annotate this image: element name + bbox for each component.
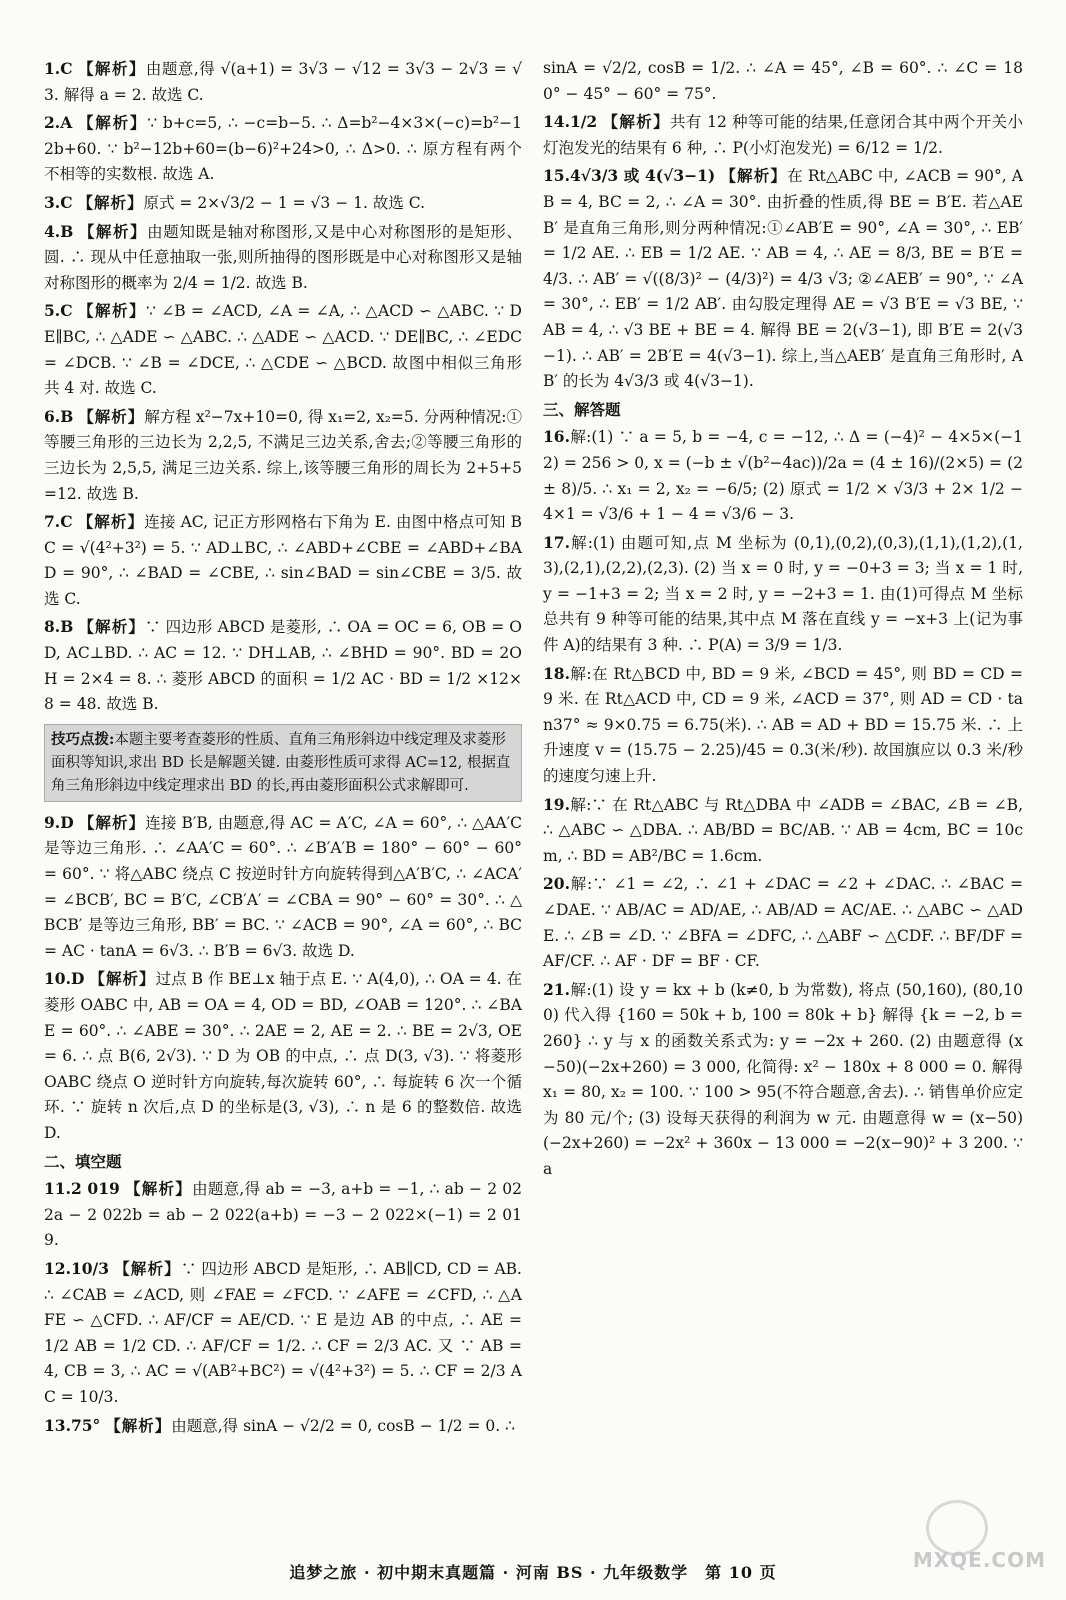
right-column (543, 56, 1023, 1185)
answer-item-1 (44, 56, 522, 108)
answer-item-6 (44, 404, 522, 507)
answer-item-14 (543, 109, 1023, 161)
analysis-tag: 【解析】 (114, 1258, 181, 1278)
analysis-tag: 【解析】 (77, 192, 144, 212)
item-answer: 10/3 (70, 1258, 109, 1278)
item-text: 解:∵ 在 Rt△ABC 与 Rt△DBA 中 ∠ADB = ∠BAC, ∠B = ∠B, ∴ △ABC ∽ △DBA. ∴ AB/BD = BC/AB. ∵ AB = 4cm, BC = 10cm, ∴ BD = AB²/BC = 1.6cm. (543, 795, 1023, 865)
analysis-tag: 【解析】 (77, 301, 146, 321)
answer-item-11 (44, 1176, 522, 1254)
answer-item-2 (44, 110, 522, 188)
answer-item-3 (44, 190, 522, 217)
item-number: 16. (543, 427, 570, 447)
item-answer: A (60, 113, 73, 133)
analysis-tag: 【解析】 (77, 512, 145, 532)
analysis-tag: 【解析】 (78, 221, 148, 241)
item-number: 19. (543, 794, 570, 814)
item-text: 连接 B′B, 由题意,得 AC = A′C, ∠A = 60°, ∴ △AA′C 是等边三角形. ∴ ∠AA′C = 60°. ∴ ∠B′A′B = 180° − 60° − 60° = 60°. ∵ 将△ABC 绕点 C 按逆时针方向旋转得到△A′B′C, ∴ ∠ACA′ = ∠BCB′, BC = B′C, ∠CB′A′ = ∠CBA = 90° − 60° = 30°. ∴ △BCB′ 是等边三角形, BB′ = BC. ∵ ∠ACB = 90°, ∠A = 60°, ∴ BC = AC · tanA = 6√3. ∴ B′B = 6√3. 故选 D. (44, 813, 522, 960)
item-number: 18. (543, 663, 570, 683)
item-number: 15. (543, 166, 570, 186)
analysis-tag: 【解析】 (602, 112, 671, 132)
item-number: 7. (44, 512, 61, 532)
watermark-logo: MXQE.COM (912, 1548, 1046, 1572)
item-answer: 1/2 (569, 112, 598, 132)
item-answer: D (60, 812, 74, 832)
tip-text: 本题主要考查菱形的性质、直角三角形斜边中线定理及求菱形面积等知识,求出 BD 长是解题关键. 由菱形性质可求得 AC=12, 根据直角三角形斜边中线定理求出 BD 的长,再由菱形面积公式求解即可. (51, 731, 511, 794)
analysis-tag: 【解析】 (124, 1179, 193, 1199)
item-answer: C (60, 301, 73, 321)
item-text: 原式 = 2×√3/2 − 1 = √3 − 1. 故选 C. (143, 193, 425, 212)
answer-item-8 (44, 614, 522, 717)
left-column (44, 56, 522, 1441)
answer-item-13 (44, 1413, 522, 1440)
item-number: 2. (44, 113, 61, 133)
item-answer: D (70, 969, 85, 989)
analysis-tag: 【解析】 (78, 406, 145, 426)
answer-item-20 (543, 871, 1023, 974)
item-number: 14. (543, 112, 570, 132)
item-number: 13. (44, 1415, 71, 1435)
item-text: 解:∵ ∠1 = ∠2, ∴ ∠1 + ∠DAC = ∠2 + ∠DAC. ∴ ∠BAC = ∠DAE. ∵ AB/AC = AD/AE, ∴ AB/AD = AC/AE. ∴ △ABC ∽ △ADE. ∴ ∠B = ∠D. ∵ ∠BFA = ∠DFC, ∴ △ABF ∽ △CDF. ∴ BF/DF = AF/CF. ∴ AF · DF = BF · CF. (543, 875, 1023, 971)
item-text: ∵ 四边形 ABCD 是菱形, ∴ OA = OC = 6, OB = OD, AC⊥BD. ∴ AC = 12. ∵ DH⊥AB, ∴ ∠BHD = 90°. BD = 2OH = 2×4 = 8. ∴ 菱形 ABCD 的面积 = 1/2 AC · BD = 1/2 ×12×8 = 48. 故选 B. (44, 618, 523, 714)
analysis-tag: 【解析】 (77, 59, 146, 78)
analysis-tag: 【解析】 (77, 113, 148, 133)
item-answer: B (60, 406, 74, 426)
item-text: 由题意,得 √(a+1) = 3√3 − √12 = 3√3 − 2√3 = √3. 解得 a = 2. 故选 C. (44, 60, 522, 104)
item-text: 在 Rt△ABC 中, ∠ACB = 90°, AB = 4, BC = 2, ∴ ∠A = 30°. 由折叠的性质,得 BE = B′E. 若△AEB′ 是直角三角形,则分两种情况:①∠AB′E = 90°, ∠A = 30°, ∴ EB′ = 1/2 AE. ∴ EB = 1/2 AE. ∵ AB = 4, ∴ AE = 8/3, BE = B′E = 4/3. ∴ AB′ = √((8/3)² − (4/3)²) = 4/3 √3; ②∠AEB′ = 90°, ∵ ∠A = 30°, ∴ EB′ = 1/2 AB′. 由勾股定理得 AE = √3 B′E = √3 BE, ∵ AB = 4, ∴ √3 BE + BE = 4. 解得 BE = 2(√3−1), 即 B′E = 2(√3−1). ∴ AB′ = 2B′E = 4(√3−1). 综上,当△AEB′ 是直角三角形时, AB′ 的长为 4√3/3 或 4(√3−1). (543, 167, 1023, 391)
item-text: 过点 B 作 BE⊥x 轴于点 E. ∵ A(4,0), ∴ OA = 4. 在菱形 OABC 中, AB = OA = 4, OD = BD, ∠OAB = 120°. ∴ ∠BAE = 60°. ∴ ∠ABE = 30°. ∴ 2AE = 2, AE = 2. ∴ BE = 2√3, OE = 6. ∴ 点 B(6, 2√3). ∵ D 为 OB 的中点, ∴ 点 D(3, √3). ∵ 将菱形 OABC 绕点 O 逆时针方向旋转,每次旋转 60°, ∴ 每旋转 6 次一个循环. ∵ 旋转 n 次后,点 D 的坐标是(3, √3), ∴ n 是 6 的整数倍. 故选 D. (44, 970, 522, 1142)
answer-item-16 (543, 424, 1023, 527)
item-number: 3. (44, 192, 61, 212)
item-number: 17. (543, 532, 570, 552)
item-number: 5. (44, 301, 61, 321)
answer-item-5 (44, 298, 522, 401)
item-number: 20. (543, 874, 570, 894)
analysis-tag: 【解析】 (89, 969, 156, 989)
tip-label: 技巧点拨: (51, 730, 115, 748)
item-number: 12. (44, 1258, 71, 1278)
item-number: 6. (44, 406, 61, 426)
item-number: 1. (44, 59, 61, 78)
item-text: ∵ b+c=5, ∴ −c=b−5. ∴ Δ=b²−4×3×(−c)=b²−12b+60. ∵ b²−12b+60=(b−6)²+24>0, ∴ Δ>0. ∴ 原方程有两个不相等的实数根. 故选 A. (44, 114, 522, 184)
answer-item-4 (44, 219, 522, 297)
page-footer: 追梦之旅 · 初中期末真题篇 · 河南 BS · 九年级数学 第 10 页 (289, 1563, 777, 1582)
item-text: 连接 AC, 记正方形网格右下角为 E. 由图中格点可知 BC = √(4²+3²) = 5. ∵ AD⊥BC, ∴ ∠ABD+∠CBE = ∠ABD+∠BAD = 90°, ∴ ∠BAD = ∠CBE, ∴ sin∠BAD = sin∠CBE = 3/5. 故选 C. (44, 513, 522, 608)
item-text: ∵ ∠B = ∠ACD, ∠A = ∠A, ∴ △ACD ∽ △ABC. ∵ DE∥BC, ∴ △ADE ∽ △ABC. ∴ △ADE ∽ △ACD. ∵ DE∥BC, ∴ ∠EDC = ∠DCB. ∵ ∠B = ∠DCE, ∴ △CDE ∽ △BCD. 故图中相似三角形共 4 对. 故选 C. (44, 302, 522, 398)
tip-box (44, 724, 522, 802)
answer-item-10 (44, 966, 522, 1146)
item-text: 共有 12 种等可能的结果,任意闭合其中两个开关小灯泡发光的结果有 6 种, ∴ P(小灯泡发光) = 6/12 = 1/2. (543, 113, 1023, 157)
analysis-tag: 【解析】 (105, 1415, 172, 1435)
item-answer: 4√3/3 或 4(√3−1) (569, 166, 716, 186)
item-answer: B (60, 617, 74, 637)
item-answer: C (60, 59, 73, 78)
item-text: 解:在 Rt△BCD 中, BD = 9 米, ∠BCD = 45°, 则 BD = CD = 9 米. 在 Rt△ACD 中, CD = 9 米, ∠ACD = 37°, 则 AD = CD · tan37° ≈ 9×0.75 = 6.75(米). ∴ AB = AD + BD = 15.75 米. ∴ 上升速度 v = (15.75 − 2.25)/45 = 0.3(米/秒). 故国旗应以 0.3 米/秒的速度匀速上升. (543, 664, 1023, 786)
answer-item-19 (543, 792, 1023, 870)
item-text: 解:(1) 由题可知,点 M 坐标为 (0,1),(0,2),(0,3),(1,1),(1,2),(1,3),(2,1),(2,2),(2,3). (2) 当 x = 0 时, y = −0+3 = 3; 当 x = 1 时, y = −1+3 = 2; 当 x = 2 时, y = −2+3 = 1. 由(1)可得点 M 坐标总共有 9 种等可能的结果,其中点 M 落在直线 y = −x+3 上(记为事件 A)的结果有 3 种. ∴ P(A) = 3/9 = 1/3. (543, 533, 1023, 655)
analysis-tag: 【解析】 (78, 812, 146, 832)
answer-item-18 (543, 661, 1023, 790)
answer-item-9 (44, 810, 522, 965)
answer-item-13-continued (543, 56, 1023, 107)
item-number: 10. (44, 969, 71, 989)
answer-item-17 (543, 530, 1023, 659)
item-answer: C (60, 512, 73, 532)
answer-item-15 (543, 163, 1023, 394)
item-text: 由题意,得 sinA − √2/2 = 0, cosB − 1/2 = 0. ∴ (171, 1416, 515, 1435)
item-text: 由题知既是轴对称图形,又是中心对称图形的是矩形、圆. ∴ 现从中任意抽取一张,则所抽得的图形既是中心对称图形又是轴对称图形的概率为 2/4 = 1/2. 故选 B. (44, 222, 522, 292)
item-number: 11. (44, 1179, 71, 1199)
item-text: 解:(1) ∵ a = 5, b = −4, c = −12, ∴ Δ = (−4)² − 4×5×(−12) = 256 > 0, x = (−b ± √(b²−4ac))/2a = (4 ± 16)/(2×5) = (2 ± 8)/5. ∴ x₁ = 2, x₂ = −6/5; (2) 原式 = 1/2 × √3/3 + 2× 1/2 − 4×1 = √3/6 + 1 − 4 = √3/6 − 3. (543, 428, 1023, 524)
analysis-tag: 【解析】 (78, 617, 146, 637)
answer-item-7 (44, 509, 522, 612)
item-text: 解:(1) 设 y = kx + b (k≠0, b 为常数), 将点 (50,160), (80,100) 代入得 {160 = 50k + b, 100 = 80k + b} 解得 {k = −2, b = 260} ∴ y 与 x 的函数关系式为: y = −2x + 260. (2) 由题意得 (x−50)(−2x+260) = 3 000, 化简得: x² − 180x + 8 000 = 0. 解得 x₁ = 80, x₂ = 100. ∵ 100 > 95(不符合题意,舍去). ∴ 销售单价应定为 80 元/个; (3) 设每天获得的利润为 w 元. 由题意得 w = (x−50)(−2x+260) = −2x² + 360x − 13 000 = −2(x−90)² + 3 200. ∵ a (543, 980, 1023, 1178)
item-number: 8. (44, 617, 61, 637)
item-number: 9. (44, 812, 61, 832)
analysis-tag: 【解析】 (720, 166, 788, 186)
item-text: 由题意,得 ab = −3, a+b = −1, ∴ ab − 2 022a − 2 022b = ab − 2 022(a+b) = −3 − 2 022×(−1) = 2 019. (44, 1180, 522, 1250)
item-number: 4. (44, 221, 61, 241)
item-text: sinA = √2/2, cosB = 1/2. ∴ ∠A = 45°, ∠B = 60°. ∴ ∠C = 180° − 45° − 60° = 75°. (543, 59, 1023, 103)
item-answer: C (60, 192, 73, 212)
section-heading-fill-in: 二、填空题 (44, 1151, 122, 1171)
item-text: ∵ 四边形 ABCD 是矩形, ∴ AB∥CD, CD = AB. ∴ ∠CAB = ∠ACD, 则 ∠FAE = ∠FCD. ∵ ∠AFE = ∠CFD, ∴ △AFE ∽ △CFD. ∴ AF/CF = AE/CD. ∵ E 是边 AB 的中点, ∴ AE = 1/2 AB = 1/2 CD. ∴ AF/CF = 1/2. ∴ CF = 2/3 AC. 又 ∵ AB = 4, CB = 3, ∴ AC = √(AB²+BC²) = √(4²+3²) = 5. ∴ CF = 2/3 AC = 10/3. (44, 1259, 522, 1406)
section-heading-solutions: 三、解答题 (543, 399, 621, 419)
answer-item-12 (44, 1256, 522, 1411)
item-text: 解方程 x²−7x+10=0, 得 x₁=2, x₂=5. 分两种情况:①等腰三角形的三边长为 2,2,5, 不满足三边关系,舍去;②等腰三角形的三边长为 2,5,5, 满足三边关系. 综上,该等腰三角形的周长为 2+5+5=12. 故选 B. (44, 407, 522, 503)
item-answer: B (60, 221, 74, 241)
item-answer: 2 019 (70, 1179, 120, 1199)
item-answer: 75° (70, 1415, 101, 1435)
answer-item-21 (543, 977, 1023, 1183)
item-number: 21. (543, 979, 570, 999)
